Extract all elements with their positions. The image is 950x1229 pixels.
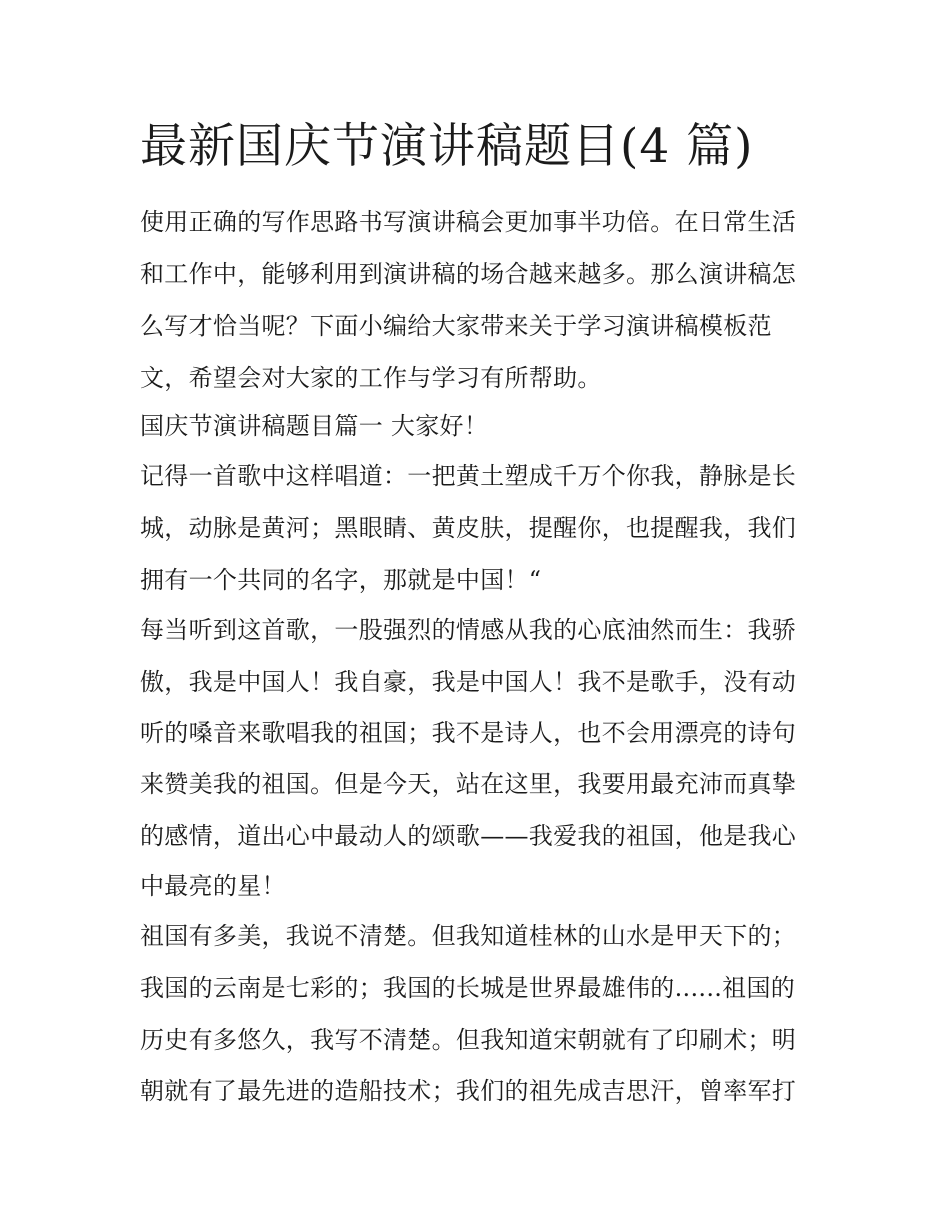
paragraph-line: 来赞美我的祖国。但是今天，站在这里，我要用最充沛而真挚 bbox=[140, 770, 797, 798]
paragraph-line: 中最亮的星！ bbox=[140, 872, 286, 900]
paragraph-line: 听的嗓音来歌唱我的祖国；我不是诗人，也不会用漂亮的诗句 bbox=[140, 719, 797, 747]
paragraph-line: 朝就有了最先进的造船技术；我们的祖先成吉思汗，曾率军打 bbox=[140, 1077, 797, 1105]
paragraph-line: 历史有多悠久，我写不清楚。但我知道宋朝就有了印刷术；明 bbox=[140, 1026, 797, 1054]
section-heading-line: 国庆节演讲稿题目篇一 大家好！ bbox=[140, 412, 489, 440]
paragraph-line: 文，希望会对大家的工作与学习有所帮助。 bbox=[140, 364, 602, 392]
paragraph-line: 记得一首歌中这样唱道：一把黄土塑成千万个你我，静脉是长 bbox=[140, 462, 797, 490]
paragraph-line: 城，动脉是黄河；黑眼睛、黄皮肤，提醒你，也提醒我，我们 bbox=[140, 514, 797, 542]
paragraph-line: 使用正确的写作思路书写演讲稿会更加事半功倍。在日常生活 bbox=[140, 208, 797, 236]
paragraph-line: 我国的云南是七彩的；我国的长城是世界最雄伟的......祖国的 bbox=[140, 974, 796, 1002]
document-title: 最新国庆节演讲稿题目(4 篇) bbox=[140, 119, 754, 174]
paragraph-line: 祖国有多美，我说不清楚。但我知道桂林的山水是甲天下的； bbox=[140, 922, 797, 950]
paragraph-line: 傲，我是中国人！我自豪，我是中国人！我不是歌手，没有动 bbox=[140, 668, 797, 696]
paragraph-line: 么写才恰当呢？下面小编给大家带来关于学习演讲稿模板范 bbox=[140, 312, 772, 340]
paragraph-line: 每当听到这首歌，一股强烈的情感从我的心底油然而生：我骄 bbox=[140, 616, 797, 644]
paragraph-line: 的感情，道出心中最动人的颂歌——我爱我的祖国，他是我心 bbox=[140, 822, 797, 850]
paragraph-line: 拥有一个共同的名字，那就是中国！“ bbox=[140, 566, 542, 594]
paragraph-line: 和工作中，能够利用到演讲稿的场合越来越多。那么演讲稿怎 bbox=[140, 260, 797, 288]
